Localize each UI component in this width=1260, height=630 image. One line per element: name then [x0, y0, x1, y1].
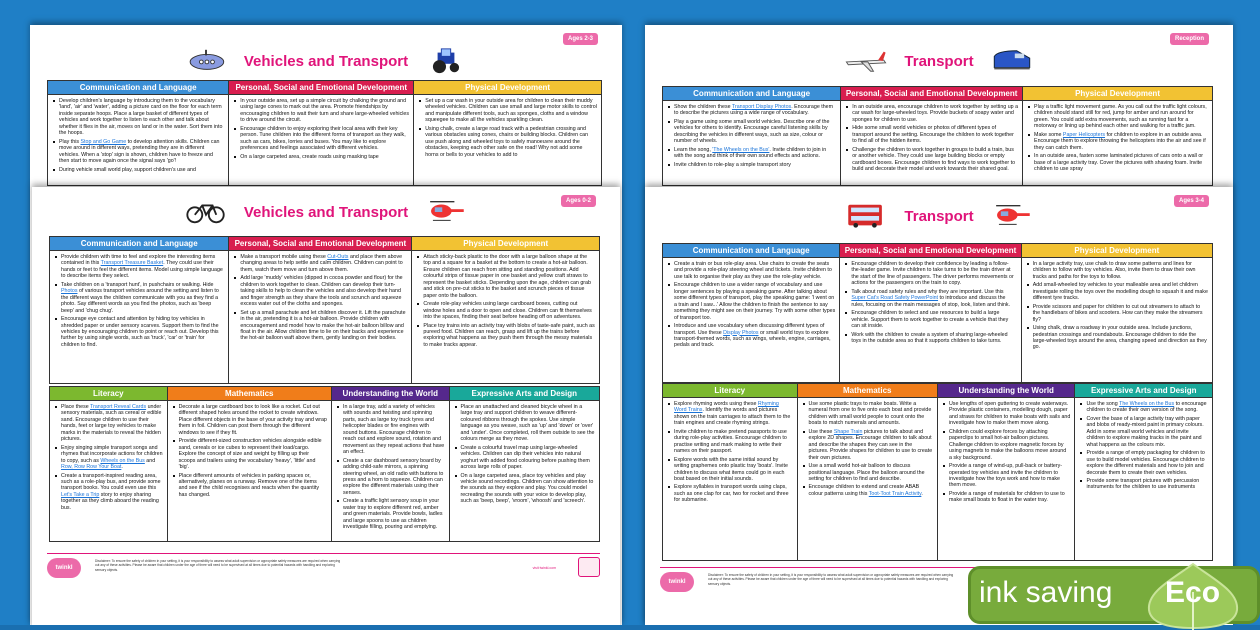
resource-link[interactable]: 'The Wheels on the Bus' [712, 146, 770, 153]
activity-text: Play a traffic light movement game. As you call out the traffic light colours, children should stand still for red, jump for amber and run around for green. You could add extra movements, such as running fast for a motorway or lining up behind each other and walking for a traffic jam. [1034, 104, 1207, 130]
activity-item [54, 254, 224, 280]
activity-item [1026, 304, 1208, 323]
activity-item [1026, 325, 1208, 351]
activity-text: Create a traffic light sensory soup in your water tray to explore different red, amber and green materials. Provide bowls, ladles and large spoons to use as children investigate filling, pouring and emptying. [342, 498, 443, 531]
activity-text: Introduce and use vocabulary when discussing different types of transport. Use these [674, 323, 825, 336]
activity-text: Create a colourful travel map using large-wheeled vehicles. Children can dip their vehicles into natural yoghurt with added food colouring before pushing them across large rolls of paper. [460, 444, 590, 471]
activity-text: Challenge the children to work together in groups to build a train, bus or another vehicle. They could use large building blocks or empty cardboard boxes. Encourage children to find ways to work together to build and decorate their model and work towards their shared goal. [852, 146, 1016, 173]
disclaimer-text: Disclaimer: To ensure the safety of children in your setting, it is your responsibility to assess what adult supervision or appropriate safety measures are required when carrying out any of these activities. Please be aware that children under the age of three will need to be supervised at all times due to potential hazards with handling and exploring sensory objects. [95, 559, 341, 572]
section-personal-social-and-emotional-development [229, 237, 412, 383]
activity-text: Provide different-sized construction vehicles alongside edible sand, cereals or ice cubes to represent their load/cargo. Explore the concept of size and weight by filling up their scoops and trailers using the vocabulary 'heavy', 'little' and 'big'. [178, 438, 322, 471]
activity-text: and place them above changing areas to help settle and calm children. Children can point to them, watch them move and turn above them. [240, 254, 403, 273]
activity-text: Create a transport-inspired reading area, such as a role-play bus, and provide some transport books. You could even use this [61, 472, 161, 492]
activity-item [416, 301, 595, 320]
activity-text: Provide a range of materials for children to use to make small boats to float in the water tray. [948, 490, 1065, 504]
activity-text: Using chalk, create a large road track with a pedestrian crossing and various obstacles using cones, chairs or building blocks. Children can use push along and wheeled toys to safely manoeuvre around the obstacles, keeping each other safe on the road! Why not add some horns or bells to your vehicles to add to [425, 125, 589, 158]
activity-item [845, 125, 1018, 144]
activity-text: story to enjoy sharing together as they climb aboard the reading bus. [61, 491, 159, 511]
section-heading: Literacy [663, 384, 797, 398]
page-title: Transport [904, 52, 974, 70]
activity-text: for children to explore in an outside area. Encourage them to explore throwing the helicopters into the air and see if they can catch them. [1034, 131, 1206, 151]
age-badge: Ages 2-3 [563, 33, 598, 45]
activity-item [52, 167, 224, 173]
website-link[interactable]: visit twinkl.com [532, 566, 556, 570]
section-mathematics [798, 384, 938, 560]
disclaimer-text: Disclaimer: To ensure the safety of children in your setting, it is your responsibility to assess what adult supervision or appropriate safety measures are required when carrying out any of these activities. Please be aware that children under the age of three will need to be supervised at all times due to potential hazards with handling and exploring sensory objects. [708, 573, 954, 586]
activity-item [802, 401, 933, 427]
section-personal-social-and-emotional-development [841, 87, 1023, 185]
activity-item [667, 429, 793, 455]
section-expressive-arts-and-design [450, 387, 599, 541]
section-heading: Communication and Language [48, 81, 228, 95]
resource-link[interactable]: Transport Treasure Basket [100, 260, 164, 267]
section-heading: Physical Development [1022, 244, 1212, 258]
activity-item [233, 126, 409, 152]
resource-link[interactable]: Super Cat's Road Safety PowerPoint [851, 295, 939, 302]
activity-item [942, 463, 1071, 489]
activity-list [841, 101, 1022, 175]
eco-badge [965, 562, 1260, 630]
activity-item [454, 473, 595, 505]
page-title: Vehicles and Transport [243, 203, 409, 221]
eco-label: Eco [1165, 576, 1221, 609]
activity-text: Provide some transport pictures with percussion instruments for the children to use instruments [1086, 477, 1200, 491]
resource-link[interactable]: Shape Train [833, 428, 863, 435]
activity-list [48, 95, 228, 175]
activity-item [233, 254, 407, 273]
activity-list [938, 398, 1075, 506]
section-heading: Mathematics [168, 387, 331, 401]
resource-link[interactable]: Paper Helicopters [1062, 131, 1106, 138]
activity-item [172, 438, 327, 470]
activity-item [418, 98, 597, 124]
activity-text: Show the children these [674, 104, 732, 110]
section-physical-development [412, 237, 599, 383]
activity-text: to introduce and discuss the rules, focusing on the main messages of stop, look, listen and think. [851, 295, 1011, 308]
activity-text: to encourage children to create their own version of the song. [1086, 401, 1207, 414]
activity-text: Use a small world hot-air balloon to discuss positional language. Place the balloon around the setting for children to find and describe. [808, 463, 925, 482]
resource-link[interactable]: Transport Reveal Cards [90, 404, 147, 410]
activity-text: and [144, 457, 156, 464]
activity-text: Develop children's language by introducing them to the vocabulary 'land', 'air' and 'water', adding a picture card on the floor for each term inside separate hoops. Place a large basket of different types of vehicles and work together to listen to each other and talk about whether it flies in the air, moves on land or in the water. Sort them into the hoops. [59, 98, 223, 137]
page-front-left [32, 187, 620, 630]
section-communication-and-language [48, 81, 229, 185]
section-heading: Communication and Language [663, 244, 839, 258]
activity-text: Encourage children to use a wider range of vocabulary and use longer sentences by playing a speaking game. After talking about some different types of transport, play the speaking game: 'I went on a train and I saw...' Allow the children to finish the sentence to say something they might see on their journey. Try with some other types of transport too. [674, 282, 836, 321]
resource-link[interactable]: Photos [61, 288, 78, 295]
activity-item [667, 104, 836, 117]
activity-text: In your outside area, set up a simple circuit by chalking the ground and using large cones to mark out the area. Promote friendships by encouraging children to wait their turn and share large-wheeled vehicles to drive around the circuit. [240, 98, 410, 124]
section-heading: Literacy [50, 387, 167, 401]
activity-text: Use the song [1086, 401, 1120, 407]
activity-text: Encourage eye contact and attention by hiding toy vehicles in shredded paper or under sensory scarves. Support them to find the vehicles by encouraging children to point or reach out. Develop this further by using single words, such as 'truck', 'car' or 'train' for children to find. [61, 316, 219, 348]
activity-item [844, 310, 1016, 329]
activity-item [667, 147, 836, 160]
section-communication-and-language [663, 244, 840, 382]
activity-text: or small world toys to explore transport-themed words, such as wings, wheels, engine, carriages, pedals and track. [674, 329, 831, 349]
activity-item [802, 463, 933, 482]
activity-list [50, 251, 228, 350]
section-mathematics [168, 387, 332, 541]
activity-list [412, 251, 599, 350]
section-heading: Physical Development [1023, 87, 1212, 101]
section-communication-and-language [50, 237, 229, 383]
activity-text: Encourage children to extend and create ABAB colour patterns using this [808, 484, 920, 497]
activity-list [798, 398, 937, 499]
activity-list [229, 251, 411, 344]
activity-text: Attach sticky-back plastic to the door with a large balloon shape at the top and a square for a basket at the bottom to create a hot-air balloon. Ensure children can reach from sitting and standing positions. Add colourful strips of tissue paper in one basket and yellow craft straws to represent the basket sticks. Depending upon the age, children can grab and stick on pre-cut sticks to the basket and scrunch pieces of tissue paper onto the balloon. [423, 254, 591, 299]
activity-text: Create a train or bus role-play area. Use chairs to create the seats and provide a role-play steering wheel and tickets. Invite children to use talk to organise their play as they use the role-play vehicle. [674, 261, 832, 280]
section-physical-development [414, 81, 601, 185]
section-heading: Personal, Social and Emotional Development [229, 237, 411, 251]
resource-link[interactable]: Rhyming Word Trains [674, 401, 779, 414]
activity-item [1079, 416, 1208, 448]
page-title-row [30, 47, 622, 75]
activity-text: Encourage children to develop their confidence by leading a follow-the-leader game. Invite children to take turns to be the train driver at the start of the line of passengers. The driver performs movements or actions for the passengers on the train to copy. [851, 261, 1014, 287]
activity-text: Explore rhyming words using these [674, 401, 758, 407]
activity-item [942, 429, 1071, 461]
activity-item [845, 104, 1018, 123]
activity-item [54, 473, 163, 512]
activity-item [418, 126, 597, 158]
activity-text: Add small-wheeled toy vehicles to your malleable area and let children investigate rolling the toys over the modelling dough to squash it and make different tyre tracks. [1032, 282, 1208, 302]
age-badge: Ages 0-2 [561, 195, 596, 207]
section-heading: Personal, Social and Emotional Development [840, 244, 1020, 258]
resource-link[interactable]: Cut-Outs [327, 254, 349, 260]
activity-text: In an outside area, fasten some laminated pictures of cars onto a wall or base of a large activity tray. Cover the pictures with shaving foam. Invite children to use spray [1034, 153, 1204, 173]
activity-list [1022, 258, 1212, 353]
top-area-table [662, 243, 1213, 383]
activity-list [332, 401, 449, 533]
top-area-table [662, 86, 1213, 186]
section-understanding-the-world [332, 387, 450, 541]
activity-item [1026, 282, 1208, 301]
resource-link[interactable]: Let's Take a Trip [61, 491, 100, 498]
section-heading: Physical Development [412, 237, 599, 251]
activity-list [663, 398, 797, 506]
activity-item [1079, 450, 1208, 476]
section-literacy [50, 387, 168, 541]
activity-text: Set up a small parachute and let children discover it. Lift the parachute in the air, pretending it is a hot-air balloon. Provide children with encouragement and model how to make the hot-air balloon billow and float in the air. Allow children time to lie on their backs and experience the hot-air balloon waft above them, gently landing on their bodies. [240, 309, 406, 342]
section-expressive-arts-and-design [1075, 384, 1212, 560]
activity-text: Enjoy singing simple transport songs and rhymes that incorporate actions for children to copy, such as [61, 444, 163, 464]
activity-item [844, 261, 1016, 287]
activity-item [416, 323, 595, 349]
activity-item [1027, 132, 1208, 151]
activity-item [172, 473, 327, 499]
section-personal-social-and-emotional-development [229, 81, 414, 185]
activity-text: Make a transport mobile using these [240, 254, 328, 260]
activity-list [229, 95, 413, 162]
activity-text: Hide some small world vehicles or photos of different types of transport around the setting. Encourage the children to work together to find all of the hidden items. [852, 125, 1014, 145]
resource-link[interactable]: Wheels on the Bus [100, 457, 145, 464]
page-title-row [645, 202, 1233, 230]
activity-text: During vehicle small world play, support children's use and [59, 166, 196, 173]
activity-item [667, 261, 835, 280]
activity-text: Make some [1034, 131, 1063, 138]
activity-item [1079, 401, 1208, 414]
activity-item [233, 98, 409, 124]
resource-link[interactable]: Transport Display Photos [731, 104, 792, 110]
activity-text: Place an unattached and cleaned bicycle wheel in a large tray and support children to weave different-coloured ribbons through the spokes. Use simple language as you weave, such as 'up' and 'down' or 'over' and 'under'. Once completed, roll them outside to see the colours merge as they move. [460, 404, 595, 443]
activity-list [450, 401, 599, 507]
activity-item [802, 429, 933, 461]
resource-link[interactable]: The Wheels on the Bus [1119, 401, 1175, 407]
activity-item [1027, 153, 1208, 172]
airplane-icon [842, 47, 890, 75]
age-badge: Ages 3-4 [1174, 195, 1209, 207]
activity-item [336, 458, 445, 497]
activity-text: Play a game using some small world vehicles. Describe one of the vehicles for others to identify. Encourage careful listening skills by describing the vehicles in different ways, such as size, colour or number of wheels. [674, 118, 830, 145]
section-heading: Communication and Language [50, 237, 228, 251]
activity-item [667, 119, 836, 145]
activity-text: Encourage children to select and use resources to build a large vehicle. Support them to work together to create a vehicle that they can sit inside. [851, 310, 1009, 330]
activity-text: Invite children to make pretend passports to use during role-play activities. Encourage children to practise writing and mark making to write their names on their passport. [674, 428, 787, 455]
activity-item [54, 282, 224, 314]
activity-text: Provide a range of empty packaging for children to use to build model vehicles. Encourage children to explore the different materials and how to join and decorate them to create their own vehicles. [1086, 450, 1205, 476]
activity-text: Place different amounts of vehicles in parking spaces or, alternatively, planes on a runway. Remove one of the items and see if the child recognises and reacts when the quantity has changed. [178, 472, 320, 498]
activity-text: Use some plastic trays to make boats. Write a numeral from one to five onto each boat and provide children with small world people to count onto the boats to match numerals and amounts. [808, 401, 932, 427]
activity-item [942, 401, 1071, 427]
resource-link[interactable]: Stop and Go Game [80, 138, 127, 145]
activity-text: . Identify the words and pictures shown on the train carriages to attach them to the train engines and create rhyming strings. [674, 407, 791, 427]
activity-list [1075, 398, 1212, 493]
activity-item [454, 445, 595, 471]
activity-text: Learn the song, [674, 146, 713, 153]
section-understanding-the-world [938, 384, 1076, 560]
helicopter-icon [422, 198, 470, 226]
activity-text: . [921, 490, 923, 497]
activity-list [663, 101, 840, 170]
activity-item [1026, 261, 1208, 280]
twinkl-logo: twinkl foundation [660, 572, 694, 592]
activity-text: . [121, 464, 123, 471]
activity-text: Provide a range of wind-up, pull-back or battery-operated toy vehicles and invite the children to investigate how the toys work and how to make them move. [948, 463, 1063, 489]
resource-link[interactable]: Toot-Toot Train Activity [868, 490, 922, 497]
activity-text: Work with the children to create a system of sharing large-wheeled toys in the outside area so that it supports children to take turns. [851, 331, 1008, 344]
section-physical-development [1022, 244, 1212, 382]
activity-text: Invite children to role-play a simple transport story [674, 161, 791, 168]
activity-text: under sensory materials, such as cereal or edible sand. Encourage children to use their hands, feet or large toy vehicles to make marks in the materials to reveal the hidden pictures. [61, 404, 162, 443]
activity-text: . They could use their hands or feet to feel the different items. Model using simple language to describe items they select. [61, 260, 223, 280]
activity-item [667, 457, 793, 483]
section-communication-and-language [663, 87, 841, 185]
tractor-icon [422, 47, 470, 75]
activity-text: . Encourage them to describe the pictures using a wide range of vocabulary. [674, 104, 834, 117]
resource-link[interactable]: Row, Row Row Your Boat [61, 464, 122, 471]
activity-list [1023, 101, 1212, 175]
resource-link[interactable]: Display Photos [723, 329, 759, 336]
page-title-row [645, 47, 1233, 75]
section-literacy [663, 384, 798, 560]
activity-text: In a large tray, add a variety of vehicles with sounds and twisting and spinning parts, such as large toy truck tyres and helicopter blades or fire engines with sound buttons. Encourage children to reach out and explore sound, rotation and movement as they repeat actions that have an effect. [342, 404, 445, 456]
section-heading: Mathematics [798, 384, 937, 398]
activity-text: Place these [61, 404, 91, 410]
activity-text: Encourage children to enjoy exploring their local area with their key person. Tune children into the different forms of transport as they walk, such as cars, bikes, lorries and buses. You may like to explore preferences and feelings associated with different vehicles. [240, 125, 406, 152]
activity-text: Cover the base of a large activity tray with paper and blobs of ready-mixed paint in primary colours. Add in some small world vehicles and invite children to explore making tracks in the paint and what happens as the colours mix. [1086, 415, 1204, 448]
activity-item [667, 323, 835, 349]
activity-text: In an outside area, encourage children to work together by setting up a car wash for large-wheeled toys. Provide buckets of soapy water and sponges for children to use. [852, 104, 1019, 123]
activity-item [1027, 104, 1208, 130]
activity-text: Talk about road safety rules and why they are important. Use this [851, 288, 1004, 295]
activity-list [663, 258, 839, 351]
top-area-table [49, 236, 600, 384]
activity-item [667, 282, 835, 321]
section-heading: Personal, Social and Emotional Development [229, 81, 413, 95]
bottom-area-table [49, 386, 600, 542]
bottom-area-table [662, 383, 1213, 561]
activity-item [667, 401, 793, 427]
activity-text: Explore syllables in transport words using claps, such as one clap for car, two for rocket and three for submarine. [674, 484, 789, 504]
section-heading: Expressive Arts and Design [450, 387, 599, 401]
activity-text: Using chalk, draw a roadway in your outside area. Include junctions, pedestrian crossings and roundabouts. Encourage children to ride the large-wheeled toys around the area, changing speed and direction as they go. [1032, 325, 1207, 351]
age-badge: Reception [1170, 33, 1209, 45]
ink-saving-label: ink saving [979, 576, 1113, 609]
activity-text: Use lengths of open guttering to create waterways. Provide plastic containers, modelling dough, paper and straws for children to make boats with sails and investigate how to make them move along. [948, 401, 1071, 427]
activity-item [844, 332, 1016, 345]
helicopter-icon [988, 202, 1036, 230]
activity-text: Add large 'muddy' vehicles (dipped in cocoa powder and flour) for the children to work together to clean. Children can develop their turn-taking skills to help to clean the vehicles and also develop their hand and finger strength as they share the tools and scrunch and squeeze excess water out of the cloths and sponges. [240, 275, 403, 308]
activity-item [844, 289, 1016, 308]
bus-icon [842, 202, 890, 230]
activity-item [336, 404, 445, 456]
page-footer [47, 553, 600, 591]
activity-text: Provide scissors and paper for children to cut out streamers to attach to the handlebars of bikes and scooters. How can they make the streamers fly? [1032, 303, 1203, 323]
activity-item [172, 404, 327, 436]
activity-item [667, 484, 793, 503]
activity-item [233, 310, 407, 342]
activity-text: Take children on a 'transport hunt', in pushchairs or walking. Hide [61, 281, 214, 288]
section-heading: Understanding the World [938, 384, 1075, 398]
activity-text: Create a car dashboard sensory board by adding child-safe mirrors, a spinning steering wheel, an old radio with buttons to press and a horn to squeeze. Children can explore the different materials using their senses. [342, 457, 444, 496]
section-heading: Physical Development [414, 81, 601, 95]
activity-text: of various transport vehicles around the setting and listen to the different ways the children communicate with you as they find a photo. Say different words as you find the photos, such as 'beep beep' and 'chug chug'. [61, 288, 219, 314]
activity-text: On a large carpeted area, create roads using masking tape [240, 153, 379, 160]
activity-text: In a large activity tray, use chalk to draw some patterns and lines for children to follow with toy vehicles. Also, invite them to draw their own tracks and paths for the toys to follow. [1032, 261, 1196, 280]
activity-text: Create role-play vehicles using large cardboard boxes, cutting out window holes and a door to open and close. Children can fit themselves into the spaces, finding their seat before heading off on adventures. [423, 301, 592, 321]
activity-item [52, 98, 224, 137]
section-physical-development [1023, 87, 1212, 185]
activity-text: Decorate a large cardboard box to look like a rocket. Cut out different shaped holes around the rocket to create windows. Place different objects in the base of your activity tray and wrap them in foil. Children can post them through the different windows to see if they fit. [178, 404, 327, 436]
activity-item [454, 404, 595, 443]
activity-item [233, 154, 409, 160]
section-personal-social-and-emotional-development [840, 244, 1021, 382]
activity-text: Place toy trains into an activity tray with blobs of taste-safe paint, such as pureed food. Children can reach, grasp and lift up the trains before exploring what happens as they push them through the messy materials to make tracks appear. [423, 322, 595, 348]
activity-item [54, 404, 163, 443]
section-heading: Communication and Language [663, 87, 840, 101]
activity-item [802, 484, 933, 497]
activity-text: Set up a car wash in your outside area for children to clean their muddy wheeled vehicles. Children can use small and large motor skills to control and manipulate different tools, such as sponges, cloths and a window squeegee to make all the vehicles sparkling clean. [425, 98, 597, 124]
activity-text: Provide children with time to feel and explore the interesting items contained in this [61, 254, 216, 267]
activity-text: to develop attention skills. Children can move around in different ways, pretending they are in different vehicles. When a 'stop' sign is shown, children have to freeze and then start to move again once the signal says 'go'! [59, 138, 220, 165]
activity-item [942, 491, 1071, 504]
activity-list [168, 401, 331, 500]
activity-list [50, 401, 167, 513]
submarine-icon [182, 47, 230, 75]
activity-text: Use these [808, 428, 834, 435]
activity-item [416, 254, 595, 299]
section-heading: Personal, Social and Emotional Development [841, 87, 1022, 101]
bicycle-icon [182, 198, 230, 226]
activity-text: Play this [59, 138, 81, 145]
section-heading: Expressive Arts and Design [1075, 384, 1212, 398]
activity-text: Children could explore forces by attaching paperclips to small hot-air balloon pictures. Challenge children to explore magnetic forces by using magnets to make the balloons move around a sky background. [948, 428, 1067, 461]
activity-list [840, 258, 1020, 346]
page-title: Vehicles and Transport [243, 52, 409, 70]
activity-item [54, 316, 224, 348]
activity-item [52, 139, 224, 165]
activity-text: On a large carpeted area, place toy vehicles and play vehicle sound recordings. Children can show attention to the sounds as they explore and play. You could model recreating the sounds with your voice to develop play, such as 'beep, beep', 'vroom', 'whoosh' and 'screech'. [460, 472, 594, 505]
quality-mark-logo [578, 557, 600, 577]
train-icon [988, 47, 1036, 75]
activity-item [667, 162, 836, 168]
twinkl-logo: twinkl foundation [47, 558, 81, 578]
page-title-row [32, 198, 620, 226]
activity-text: Explore words with the same initial sound by writing graphemes onto plastic tray 'boats'. Invite children to discuss what items could go in each boat based on their initial sounds. [674, 456, 788, 482]
page-title: Transport [904, 207, 974, 225]
activity-item [54, 445, 163, 471]
activity-text: pictures to talk about and explore 2D shapes. Encourage children to talk about and describe the shapes they can see in the pictures. Provide shapes for children to use to create their own pictures. [808, 428, 933, 461]
top-area-table [47, 80, 602, 186]
activity-text: . Invite children to join in with the song and think of their own sound effects and actions. [674, 146, 827, 160]
activity-list [414, 95, 601, 160]
activity-item [336, 498, 445, 530]
section-heading: Understanding the World [332, 387, 449, 401]
activity-item [1079, 478, 1208, 491]
activity-item [233, 275, 407, 307]
activity-item [845, 147, 1018, 173]
